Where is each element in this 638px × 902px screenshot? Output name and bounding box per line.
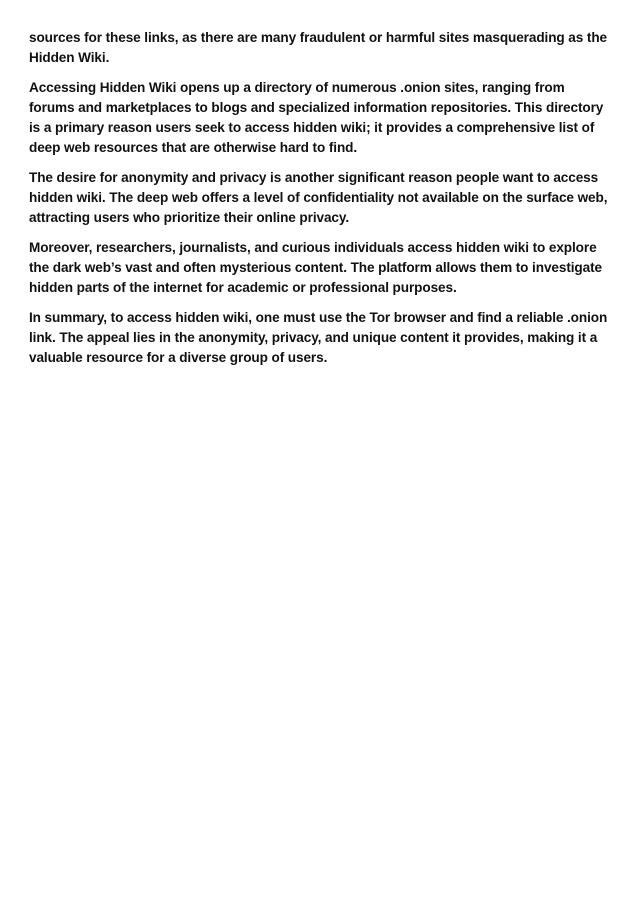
paragraph-directory: Accessing Hidden Wiki opens up a directory of numerous .onion sites, ranging from forums and marketplaces to blogs and specialized information repositories. This directory is a primary reason users seek to access hidden wiki; it provides a comprehensive list of deep web resources that are otherwise hard to find.: [29, 80, 604, 155]
paragraph-anonymity: The desire for anonymity and privacy is another significant reason people want to access hidden wiki. The deep web offers a level of confidentiality not available on the surface web, attracting users who prioritize their online privacy.: [29, 170, 608, 225]
document-page: [29, 28, 609, 378]
paragraph-researchers: Moreover, researchers, journalists, and curious individuals access hidden wiki to explore the dark web’s vast and often mysterious content. The platform allows them to investigate hidden parts of the internet for academic or professional purposes.: [29, 240, 602, 295]
paragraph-sources-warning: sources for these links, as there are many fraudulent or harmful sites masquerading as the Hidden Wiki.: [29, 30, 607, 65]
paragraph-summary: In summary, to access hidden wiki, one must use the Tor browser and find a reliable .onion link. The appeal lies in the anonymity, privacy, and unique content it provides, making it a valuable resource for a diverse group of users.: [29, 310, 608, 365]
